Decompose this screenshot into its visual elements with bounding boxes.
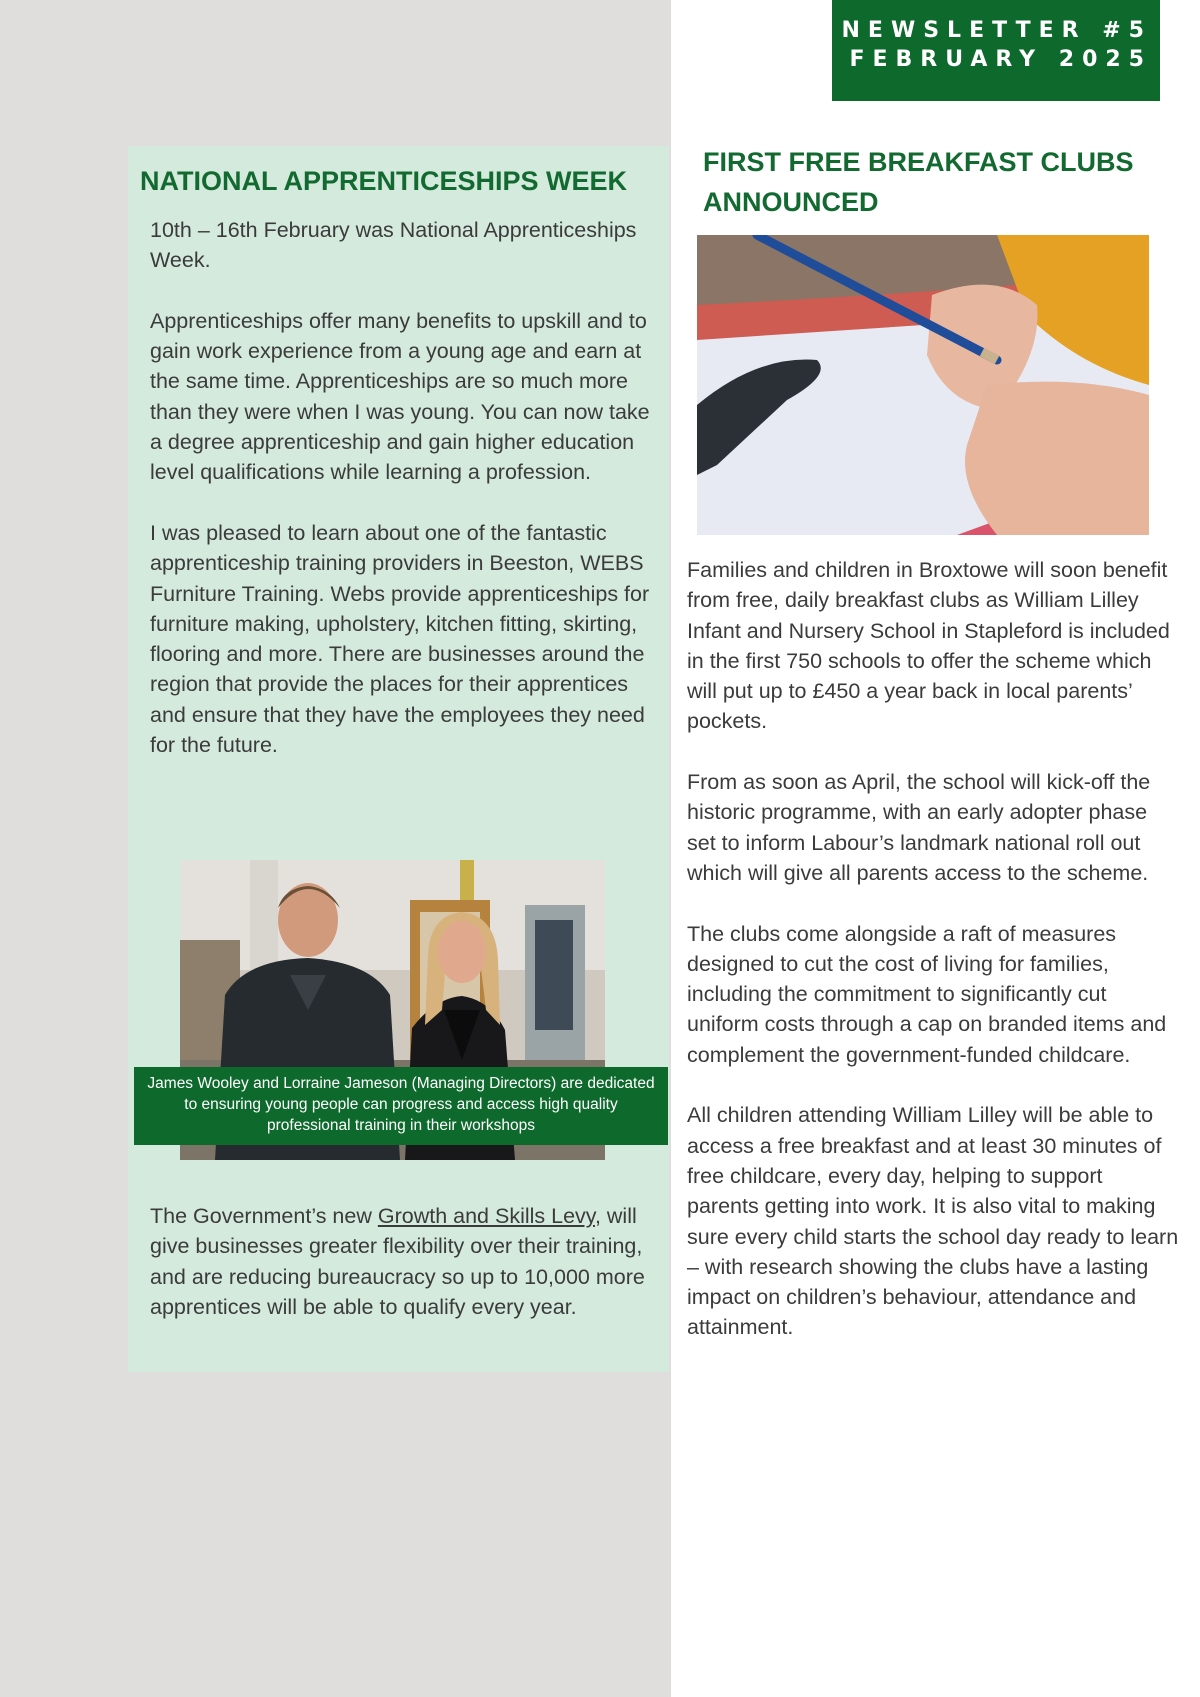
breakfast-clubs-paragraph: All children attending William Lilley will be able to access a free breakfast and at least 30 minutes of free childcare, every day, helping to support parents getting into work. It is also vital to making sure every child starts the school day ready to learn – with research showing the clubs have a lasting impact on children’s behaviour, attendance and attainment.	[687, 1103, 1179, 1340]
skills-levy-text	[150, 1201, 656, 1322]
apprenticeships-paragraph: 10th – 16th February was National Apprenticeships Week.	[150, 218, 637, 273]
newsletter-badge	[832, 0, 1160, 101]
breakfast-clubs-body	[687, 555, 1179, 1373]
apprenticeships-body	[150, 215, 656, 791]
skills-levy-paragraph	[150, 1201, 656, 1322]
breakfast-clubs-heading: FIRST FREE BREAKFAST CLUBS ANNOUNCED	[703, 147, 1134, 217]
breakfast-clubs-paragraph: From as soon as April, the school will kick-off the historic programme, with an early adopter phase set to inform Labour’s landmark national roll out which will give all parents access to the scheme.	[687, 770, 1151, 885]
breakfast-clubs-paragraph: Families and children in Broxtowe will soon benefit from free, daily breakfast clubs as William Lilley Infant and Nursery School in Stapleford is included in the first 750 schools to offer the scheme which will put up to £450 a year back in local parents’ pockets.	[687, 558, 1170, 734]
skills-levy-text-end: , will give businesses greater flexibility over their training, and are reducing bureaucracy so up to 10,000 more apprentices will be able to qualify every year.	[150, 1204, 645, 1319]
growth-and-skills-levy-link[interactable]: Growth and Skills Levy	[377, 1204, 595, 1228]
apprenticeships-paragraph: I was pleased to learn about one of the fantastic apprenticeship training providers in Beeston, WEBS Furniture Training. Webs provide apprenticeships for furniture making, upholstery, kitchen fitting, skirting, flooring and more. There are businesses around the region that provide the places for their apprentices and ensure that they have the employees they need for the future.	[150, 520, 650, 758]
apprenticeships-paragraph: Apprenticeships offer many benefits to upskill and to gain work experience from a young age and earn at the same time. Apprenticeships are so much more than they were when I was young. You can now take a degree apprenticeship and gain higher education level qualifications while learning a profession.	[150, 308, 650, 485]
child-writing-photo	[697, 235, 1149, 535]
breakfast-clubs-paragraph: The clubs come alongside a raft of measures designed to cut the cost of living for families, including the commitment to significantly cut uniform costs through a cap on branded items and complement the government-funded childcare.	[687, 921, 1167, 1067]
newsletter-number: NEWSLETTER #5	[841, 18, 1152, 43]
skills-levy-text-start: The Government’s new	[150, 1204, 378, 1228]
newsletter-date: FEBRUARY 2025	[849, 47, 1152, 72]
photo-caption: James Wooley and Lorraine Jameson (Managing Directors) are dedicated to ensuring young people can progress and access high quality professional training in their workshops	[134, 1067, 668, 1145]
apprenticeships-heading: NATIONAL APPRENTICESHIPS WEEK	[140, 166, 628, 196]
